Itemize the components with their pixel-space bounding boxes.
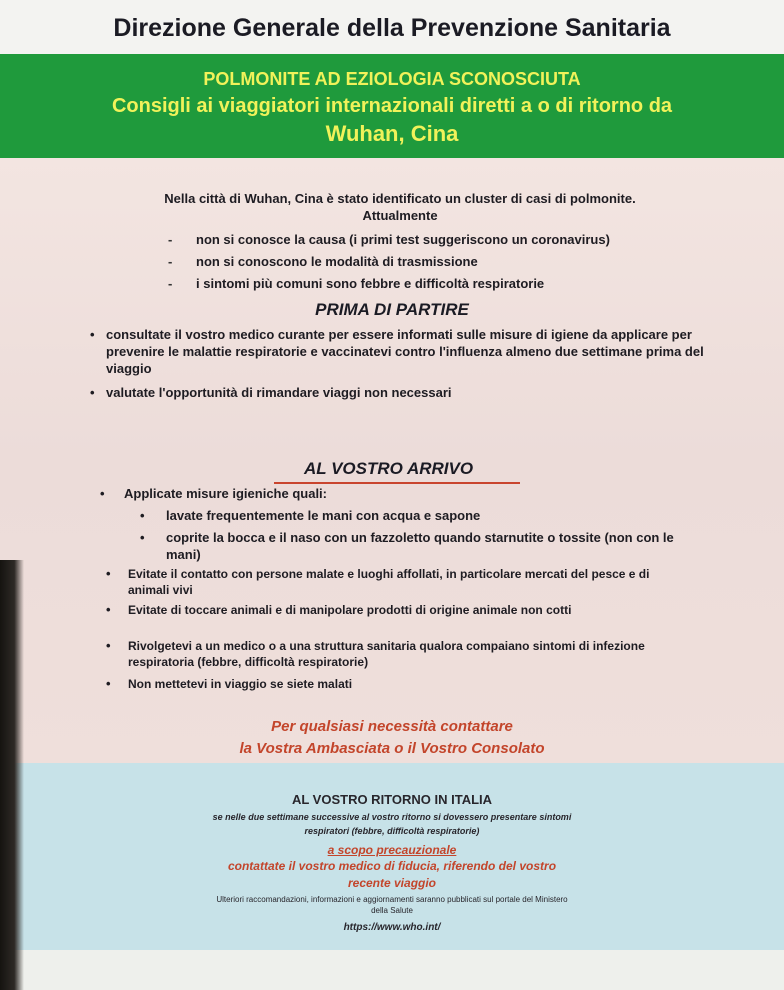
before-title: PRIMA DI PARTIRE [315, 300, 469, 319]
bullet-icon: • [106, 638, 111, 653]
arrival-sublist [140, 507, 700, 563]
bullet-icon: • [140, 530, 145, 545]
arrival-list [106, 566, 686, 692]
list-item: • Evitate il contatto con persone malate e luoghi affollati, in particolare mercati del pesce e di animali vivi [106, 566, 650, 597]
banner-line-3: Wuhan, Cina [325, 121, 459, 146]
contact-doctor-line-2: recente viaggio [347, 876, 437, 890]
return-title: AL VOSTRO RITORNO IN ITALIA [291, 792, 493, 807]
list-item: - i sintomi più comuni sono febbre e difficoltà respiratorie [168, 276, 545, 291]
list-item: • Rivolgetevi a un medico o a una struttura sanitaria qualora compaiano sintomi di infezione respiratoria (febbre, difficoltà respiratorie) [106, 638, 645, 669]
list-item: - non si conoscono le modalità di trasmissione [168, 254, 478, 269]
precaution-text: a scopo precauzionale [327, 843, 457, 857]
return-line-2: respiratori (febbre, difficoltà respiratorie) [304, 826, 480, 836]
list-item: • lavate frequentemente le mani con acqua e sapone [140, 508, 481, 523]
banner-line-1: POLMONITE AD EZIOLOGIA SCONOSCIUTA [203, 69, 581, 89]
title-banner [0, 54, 784, 158]
bullet-icon: • [140, 508, 145, 523]
list-item: • Evitate di toccare animali e di manipolare prodotti di origine animale non cotti [106, 602, 572, 617]
arrival-hygiene [100, 485, 700, 502]
contact-doctor-line-1: contattate il vostro medico di fiducia, riferendo del vostro [227, 859, 557, 873]
before-list [90, 326, 710, 401]
intro-sentence: Nella città di Wuhan, Cina è stato identificato un cluster di casi di polmonite. [164, 191, 636, 206]
list-item: • Non mettetevi in viaggio se siete malati [106, 676, 353, 691]
intro-subtext: Attualmente [362, 208, 438, 223]
who-link[interactable]: https://www.who.int/ [343, 922, 441, 933]
arrival-title-underline [274, 482, 520, 484]
list-item: • Applicate misure igieniche quali: [100, 486, 327, 501]
return-line-1: se nelle due settimane successive al vostro ritorno si dovessero presentare sintomi [212, 812, 572, 822]
intro-text [100, 190, 700, 224]
intro-list [168, 232, 610, 298]
header-title: Direzione Generale della Prevenzione Sanitaria [113, 14, 671, 42]
header-band [0, 0, 784, 54]
bullet-icon: • [90, 385, 95, 400]
bullet-icon: • [106, 566, 111, 581]
info-line-1: Ulteriori raccomandazioni, informazioni e aggiornamenti saranno pubblicati sul portale del Ministero [216, 895, 568, 904]
arrival-title: AL VOSTRO ARRIVO [304, 459, 474, 478]
photo-edge-shadow [0, 560, 24, 990]
list-item: - non si conosce la causa (i primi test suggeriscono un coronavirus) [168, 232, 610, 247]
bullet-icon: • [106, 602, 111, 617]
contact-note-line-2: la Vostra Ambasciata o il Vostro Consolato [239, 740, 545, 757]
list-item: • consultate il vostro medico curante per essere informati sulle misure di igiene da applicare per prevenire le malattie respiratorie e vaccinatevi contro l'influenza almeno due settimane prima del viaggio [90, 327, 704, 376]
list-item: • valutate l'opportunità di rimandare viaggi non necessari [90, 385, 452, 400]
banner-line-2: Consigli ai viaggiatori internazionali diretti a o di ritorno da [111, 95, 673, 117]
bullet-icon: • [106, 676, 111, 691]
bullet-icon: • [100, 486, 105, 501]
contact-note-line-1: Per qualsiasi necessità contattare [271, 718, 513, 735]
list-item: • coprite la bocca e il naso con un fazzoletto quando starnutite o tossite (non con le mani) [140, 530, 674, 562]
info-line-2: della Salute [371, 906, 413, 915]
bullet-icon: • [90, 327, 95, 342]
footer-strip [0, 950, 784, 990]
